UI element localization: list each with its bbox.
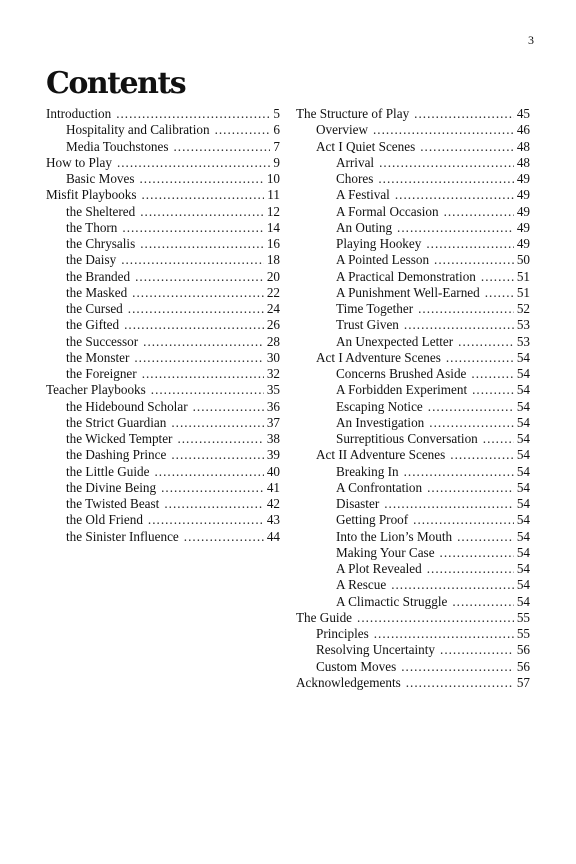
toc-entry-page: 12 (266, 203, 280, 219)
dot-leader (414, 106, 514, 122)
toc-entry[interactable] (296, 171, 530, 187)
dot-leader (121, 252, 264, 268)
toc-entry-label: A Plot Revealed (336, 561, 422, 576)
toc-entry[interactable] (296, 431, 530, 447)
toc-entry-page: 5 (273, 106, 280, 121)
toc-entry-label: the Hidebound Scholar (66, 398, 188, 414)
dot-leader (472, 382, 514, 398)
dot-leader (134, 350, 263, 366)
toc-entry[interactable] (46, 301, 280, 317)
toc-entry-label: Act II Adventure Scenes (316, 447, 446, 463)
toc-entry[interactable] (46, 187, 280, 203)
toc-entry-label: A Rescue (336, 577, 387, 593)
dot-leader (357, 610, 514, 626)
toc-entry-label: Teacher Playbooks (46, 382, 146, 398)
toc-entry-page: 18 (266, 252, 280, 268)
toc-entry[interactable] (46, 464, 280, 480)
toc-entry-label: the Branded (66, 268, 131, 284)
toc-entry-label: the Twisted Beast (66, 496, 160, 511)
toc-entry[interactable] (296, 187, 530, 203)
toc-entry[interactable] (46, 317, 280, 333)
toc-entry-label: the Dashing Prince (66, 447, 167, 463)
toc-entry[interactable] (46, 382, 280, 398)
toc-entry-label: the Gifted (66, 317, 120, 333)
toc-entry[interactable] (296, 512, 530, 528)
dot-leader (132, 285, 264, 301)
toc-entry-label: Resolving Uncertainty (316, 642, 436, 658)
toc-entry-label: An Investigation (336, 414, 425, 430)
toc-entry[interactable] (296, 285, 530, 301)
dot-leader (124, 317, 264, 333)
toc-entry-label: the Successor (66, 333, 139, 349)
toc-entry[interactable] (46, 350, 280, 366)
toc-entry-label: the Daisy (66, 252, 117, 268)
toc-entry-label: The Structure of Play (296, 106, 410, 121)
dot-leader (164, 496, 263, 512)
toc-entry-page: 41 (266, 479, 280, 495)
toc-entry-label: Escaping Notice (336, 398, 423, 414)
toc-entry-label: Act I Adventure Scenes (316, 349, 441, 365)
toc-entry-page: 54 (516, 496, 530, 511)
toc-entry-page: 45 (516, 106, 530, 121)
dot-leader (128, 301, 264, 317)
dot-leader (446, 350, 514, 366)
dot-leader (429, 415, 514, 431)
toc-entry[interactable] (296, 366, 530, 382)
dot-leader (148, 512, 264, 528)
dot-leader (404, 317, 514, 333)
toc-entry[interactable] (46, 139, 280, 155)
toc-entry-label: Concerns Brushed Aside (336, 366, 467, 381)
toc-entry-page: 52 (516, 301, 530, 316)
dot-leader (161, 480, 264, 496)
toc-entry[interactable] (46, 480, 280, 496)
dot-leader (140, 236, 264, 252)
toc-entry-label: A Forbidden Experiment (336, 382, 468, 398)
toc-entry-page: 51 (516, 284, 530, 300)
dot-leader (374, 626, 514, 642)
toc-entry-page: 39 (266, 447, 280, 463)
dot-leader (384, 496, 514, 512)
toc-entry-page: 54 (516, 382, 530, 398)
toc-entry[interactable] (46, 334, 280, 350)
toc-entry-label: Hospitality and Calibration (66, 122, 210, 138)
toc-entry-page: 54 (516, 414, 530, 430)
toc-entry-label: the Divine Being (66, 479, 157, 495)
toc-entry-page: 46 (516, 122, 530, 138)
toc-entry[interactable] (46, 512, 280, 528)
toc-entry[interactable] (296, 610, 530, 626)
toc-entry-label: the Monster (66, 349, 130, 365)
toc-entry[interactable] (296, 252, 530, 268)
toc-entry-label: A Punishment Well-Earned (336, 284, 480, 300)
dot-leader (140, 204, 264, 220)
dot-leader (440, 642, 514, 658)
toc-left-column (46, 106, 280, 545)
dot-leader (378, 171, 513, 187)
toc-entry-page: 48 (516, 138, 530, 154)
toc-entry[interactable] (296, 464, 530, 480)
toc-entry-label: Basic Moves (66, 171, 135, 186)
toc-entry-label: Getting Proof (336, 512, 409, 528)
toc-entry[interactable] (296, 317, 530, 333)
toc-entry[interactable] (296, 122, 530, 138)
dot-leader (143, 334, 264, 350)
toc-entry-page: 54 (516, 593, 530, 609)
toc-entry[interactable] (296, 659, 530, 675)
toc-entry[interactable] (46, 366, 280, 382)
toc-entry-label: Breaking In (336, 463, 399, 479)
toc-entry-label: Into the Lion’s Mouth (336, 528, 453, 544)
dot-leader (171, 415, 263, 431)
toc-entry-label: the Thorn (66, 219, 118, 235)
toc-entry-label: An Outing (336, 219, 393, 235)
dot-leader (142, 187, 265, 203)
dot-leader (379, 155, 514, 171)
toc-entry[interactable] (296, 301, 530, 317)
toc-entry-label: the Wicked Tempter (66, 431, 173, 446)
toc-entry-page: 54 (516, 366, 530, 381)
toc-entry-label: Principles (316, 626, 369, 641)
toc-entry[interactable] (296, 561, 530, 577)
toc-entry-label: An Unexpected Letter (336, 333, 454, 349)
dot-leader (471, 366, 513, 382)
dot-leader (177, 431, 263, 447)
toc-entry-page: 44 (266, 528, 280, 544)
dot-leader (116, 106, 270, 122)
toc-entry[interactable] (296, 496, 530, 512)
toc-entry-label: the Cursed (66, 301, 123, 316)
dot-leader (483, 431, 514, 447)
toc-entry-page: 50 (516, 252, 530, 268)
toc-entry-page: 54 (516, 463, 530, 479)
toc-entry[interactable] (296, 236, 530, 252)
toc-entry-page: 54 (516, 431, 530, 446)
toc-entry-page: 40 (266, 463, 280, 479)
toc-entry[interactable] (296, 382, 530, 398)
dot-leader (122, 220, 263, 236)
toc-entry-page: 42 (266, 496, 280, 511)
dot-leader (427, 480, 514, 496)
dot-leader (174, 139, 271, 155)
toc-entry-page: 36 (266, 398, 280, 414)
dot-leader (481, 269, 514, 285)
toc-entry-label: A Pointed Lesson (336, 252, 430, 268)
toc-entry[interactable] (296, 139, 530, 155)
dot-leader (151, 382, 264, 398)
toc-entry-page: 26 (266, 317, 280, 333)
toc-entry[interactable] (46, 529, 280, 545)
toc-entry[interactable] (46, 496, 280, 512)
toc-entry[interactable] (296, 529, 530, 545)
toc-entry-page: 57 (516, 674, 530, 690)
toc-entry-page: 54 (516, 528, 530, 544)
toc-entry-page: 38 (266, 431, 280, 446)
toc-entry[interactable] (296, 415, 530, 431)
dot-leader (420, 139, 514, 155)
toc-entry[interactable] (46, 236, 280, 252)
toc-entry-page: 20 (266, 268, 280, 284)
toc-entry-label: Arrival (336, 154, 375, 170)
toc-entry-label: Overview (316, 122, 368, 138)
toc-entry-label: Media Touchstones (66, 138, 169, 154)
page-number: 3 (528, 33, 534, 47)
toc-entry-label: A Climactic Struggle (336, 593, 448, 609)
toc-entry-page: 49 (516, 203, 530, 219)
toc-entry[interactable] (46, 431, 280, 447)
toc-entry-label: Act I Quiet Scenes (316, 138, 416, 154)
toc-entry[interactable] (46, 171, 280, 187)
toc-entry-label: A Practical Demonstration (336, 268, 476, 284)
dot-leader (117, 155, 270, 171)
toc-entry[interactable] (46, 155, 280, 171)
toc-entry-page: 28 (266, 333, 280, 349)
toc-entry-label: Acknowledgements (296, 674, 401, 690)
toc-entry[interactable] (296, 577, 530, 593)
toc-entry-label: The Guide (296, 609, 353, 625)
toc-entry[interactable] (46, 447, 280, 463)
dot-leader (406, 675, 514, 691)
toc-entry-page: 16 (266, 236, 280, 251)
toc-entry-label: Making Your Case (336, 544, 435, 560)
dot-leader (401, 659, 514, 675)
toc-entry-label: the Sheltered (66, 203, 136, 219)
toc-entry-label: the Chrysalis (66, 236, 136, 251)
toc-entry-page: 54 (516, 349, 530, 365)
toc-entry-label: A Festival (336, 187, 390, 203)
toc-right-column (296, 106, 530, 691)
toc-entry-page: 9 (273, 154, 280, 170)
dot-leader (171, 447, 263, 463)
toc-entry-page: 55 (516, 609, 530, 625)
toc-entry-page: 30 (266, 349, 280, 365)
toc-entry-label: How to Play (46, 154, 112, 170)
toc-entry[interactable] (46, 415, 280, 431)
toc-entry[interactable] (296, 447, 530, 463)
toc-entry[interactable] (296, 399, 530, 415)
toc-entry-page: 35 (266, 382, 280, 398)
toc-entry-page: 55 (516, 626, 530, 641)
toc-entry-page: 43 (266, 512, 280, 528)
toc-entry-label: Custom Moves (316, 658, 397, 674)
toc-entry-label: Time Together (336, 301, 414, 316)
toc-entry-page: 11 (267, 187, 280, 203)
toc-entry[interactable] (46, 269, 280, 285)
dot-leader (450, 447, 514, 463)
toc-entry[interactable] (296, 220, 530, 236)
toc-entry-label: A Formal Occasion (336, 203, 439, 219)
dot-leader (413, 512, 514, 528)
toc-entry[interactable] (296, 269, 530, 285)
toc-entry-page: 51 (516, 268, 530, 284)
dot-leader (426, 236, 513, 252)
toc-entry-page: 54 (516, 479, 530, 495)
dot-leader (458, 334, 514, 350)
toc-entry[interactable] (46, 399, 280, 415)
toc-entry[interactable] (46, 122, 280, 138)
dot-leader (485, 285, 514, 301)
dot-leader (140, 171, 264, 187)
dot-leader (135, 269, 264, 285)
dot-leader (428, 399, 514, 415)
toc-entry-label: Playing Hookey (336, 236, 422, 251)
toc-entry-page: 49 (516, 219, 530, 235)
dot-leader (404, 464, 514, 480)
dot-leader (373, 122, 514, 138)
toc-entry[interactable] (296, 204, 530, 220)
toc-entry[interactable] (296, 626, 530, 642)
toc-entry-page: 32 (266, 366, 280, 381)
dot-leader (418, 301, 514, 317)
toc-entry-page: 54 (516, 398, 530, 414)
toc-entry-page: 53 (516, 333, 530, 349)
toc-entry-page: 22 (266, 284, 280, 300)
toc-entry-label: the Little Guide (66, 463, 150, 479)
toc-entry-label: the Old Friend (66, 512, 143, 528)
dot-leader (434, 252, 514, 268)
toc-entry[interactable] (296, 545, 530, 561)
toc-entry-page: 6 (273, 122, 280, 138)
toc-entry[interactable] (46, 285, 280, 301)
dot-leader (397, 220, 514, 236)
toc-entry-label: Disaster (336, 496, 380, 511)
toc-entry[interactable] (46, 204, 280, 220)
toc-entry-page: 54 (516, 577, 530, 593)
toc-entry[interactable] (296, 594, 530, 610)
dot-leader (184, 529, 264, 545)
dot-leader (440, 545, 514, 561)
toc-entry-label: Introduction (46, 106, 112, 121)
toc-entry-label: Chores (336, 171, 374, 186)
toc-entry[interactable] (296, 480, 530, 496)
toc-entry-page: 14 (266, 219, 280, 235)
dot-leader (155, 464, 264, 480)
toc-entry-page: 54 (516, 447, 530, 463)
toc-entry-label: Surreptitious Conversation (336, 431, 478, 446)
toc-entry[interactable] (46, 220, 280, 236)
dot-leader (215, 122, 271, 138)
toc-entry-page: 49 (516, 187, 530, 203)
toc-entry-page: 53 (516, 317, 530, 333)
toc-entry[interactable] (46, 106, 280, 122)
toc-entry-page: 54 (516, 544, 530, 560)
toc-entry-label: Misfit Playbooks (46, 187, 137, 203)
toc-entry-page: 37 (266, 414, 280, 430)
dot-leader (193, 399, 264, 415)
toc-entry[interactable] (296, 334, 530, 350)
page-title: Contents (46, 66, 186, 101)
dot-leader (395, 187, 514, 203)
toc-entry-page: 48 (516, 154, 530, 170)
toc-entry[interactable] (296, 642, 530, 658)
toc-entry-label: the Sinister Influence (66, 528, 179, 544)
toc-entry-label: the Masked (66, 284, 128, 300)
dot-leader (457, 529, 514, 545)
toc-entry-page: 56 (516, 658, 530, 674)
toc-entry-page: 49 (516, 236, 530, 251)
toc-entry-label: the Strict Guardian (66, 414, 167, 430)
dot-leader (142, 366, 264, 382)
toc-entry-label: the Foreigner (66, 366, 137, 381)
dot-leader (444, 204, 514, 220)
toc-entry-page: 10 (266, 171, 280, 186)
toc-entry[interactable] (296, 106, 530, 122)
toc-entry-page: 54 (516, 561, 530, 576)
dot-leader (391, 577, 514, 593)
toc-entry[interactable] (296, 155, 530, 171)
toc-entry-page: 7 (273, 138, 280, 154)
toc-entry-label: A Confrontation (336, 479, 423, 495)
toc-entry-page: 56 (516, 642, 530, 658)
toc-entry[interactable] (46, 252, 280, 268)
toc-entry-label: Trust Given (336, 317, 399, 333)
toc-entry-page: 49 (516, 171, 530, 186)
toc-entry[interactable] (296, 675, 530, 691)
toc-entry-page: 54 (516, 512, 530, 528)
dot-leader (427, 561, 514, 577)
dot-leader (452, 594, 513, 610)
toc-entry-page: 24 (266, 301, 280, 316)
toc-entry[interactable] (296, 350, 530, 366)
